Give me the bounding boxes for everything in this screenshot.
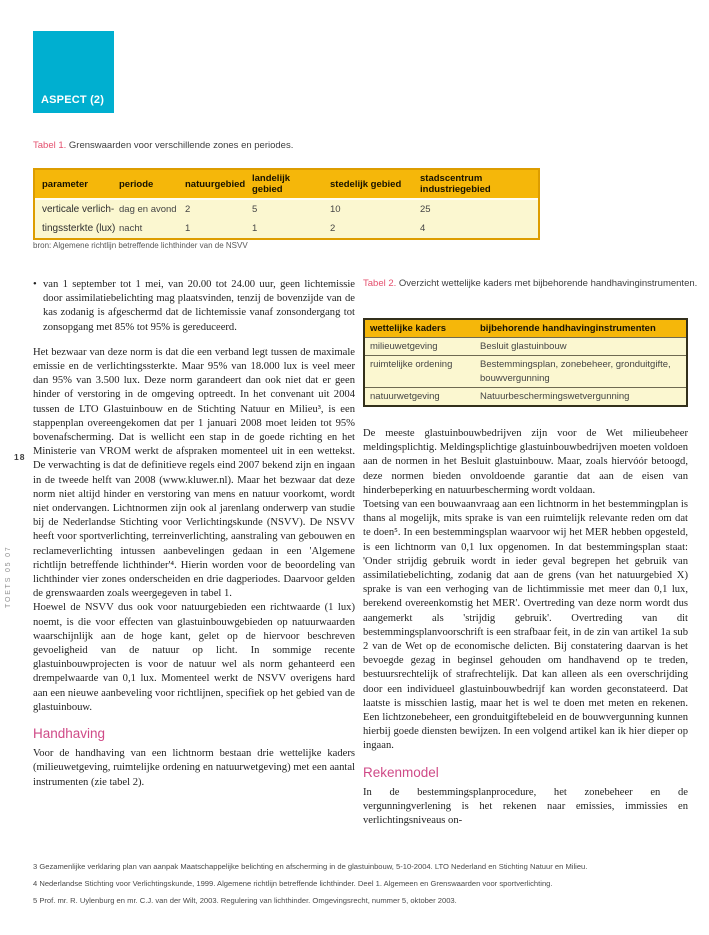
table1-header-landelijk: landelijk gebied [245,170,323,200]
table1-cell: 1 [252,223,258,234]
heading-handhaving: Handhaving [33,726,106,742]
table2-caption-prefix: Tabel 2. [363,278,397,289]
footnote: 5 Prof. mr. R. Uylenburg en mr. C.J. van der Wilt, 2003. Regulering van lichthinder. Omgevingsrecht, nummer 5, oktober 2003. [33,896,457,905]
table1-header-natuurgebied: natuurgebied [178,170,245,200]
table1-caption-prefix: Tabel 1. [33,140,67,151]
table-grenswaarden [33,168,540,240]
spine-text: TOETS 05 07 [5,545,12,608]
paragraph: In de bestemmingsplanprocedure, het zonebeheer en de vergunningverlening is het rekenen naar emissies, immissies en verlichtingsniveaus on- [363,786,688,827]
table2-cell: milieuwetgeving [365,337,475,355]
table1-cell: dag en avond [119,204,177,215]
table1-parameter-cell [35,200,116,238]
table1-header-parameter: parameter [35,170,112,200]
table1-caption [33,139,501,152]
table1-parameter-line1: verticale verlich- [42,204,115,215]
table1-header-stedelijk: stedelijk gebied [323,170,413,200]
paragraph: De meeste glastuinbouwbedrijven zijn voor de Wet milieubeheer meldingsplichtig. Meldingsplichtige glastuinbouwbedrijven moeten voldoen aan de normen in het Besluit glastuinbouw. Maar, zoals hiervóór betoogd, deze normen bieden onvoldoende garantie dat aan de eisen van hinderbeperking en natuurbescherming wordt voldaan. [363,428,688,496]
table2-cell: natuurwetgeving [365,387,475,405]
table1-cell: 2 [185,204,191,215]
heading-rekenmodel: Rekenmodel [363,764,439,780]
table1-caption-text: Grenswaarden voor verschillende zones en periodes. [68,140,294,151]
paragraph: Het bezwaar van deze norm is dat die een verband legt tussen de maximale emissie en de verlichtingssterkte. Maar 95% van 18.000 lux is veel meer dan 95% van 3.500 lux. Deze norm garandeert dan ook niet dat er geen hinder of verstoring in de omgeving optreedt. In het convenant uit 2004 tussen de LTO Glastuinbouw en de Stichting Natuur en Milieu³, is een stappenplan overeengekomen dat per 1 januari 2008 moet leiden tot 95% bovenafscherming. Dat is wellicht een stap in de goede richting en het Ministerie van VROM werkt de afspraken momenteel uit in een wettekst. De verwachting is dat de definitieve regels eind 2007 bekend zijn en ingaan in de tweede helft van 2008 (www.kluwer.nl). Maar het bezwaar dat deze norm niet altijd hinder en verstoring van mens en natuur voorkomt, wordt niet ondervangen. Lichtnormen zijn ook al jarenlang onderwerp van studie bij de Nederlandse Stichting voor Verlichtingskunde (NSVV). De NSVV heeft voor sportverlichting, terreinverlichting, aanstraling van gebouwen en reclameverlichting intussen aanbevelingen gedaan in een 'Algemene richtlijn betreffende lichthinder'⁴. Hierin worden voor de beoordeling van lichthinder vier zones onderscheiden en drie dagperiodes. Daarvoor gelden de grenswaarden zoals weergegeven in tabel 1. [33,346,355,600]
table1-cell: 4 [420,223,426,234]
table1-cell: 2 [330,223,336,234]
aspect-label: ASPECT (2) [41,94,105,106]
bullet-icon: • [33,279,37,290]
table2-caption [363,277,701,290]
table2-header-kaders: wettelijke kaders [365,320,475,337]
table1-header-stadscentrum: stadscentrum industriegebied [413,170,538,200]
table1-source: bron: Algemene richtlijn betreffende lichthinder van de NSVV [33,241,248,250]
table2-cell: ruimtelijke ordening [365,355,475,387]
table2-cell: Natuurbeschermingswetvergunning [475,387,686,405]
footnote: 3 Gezamenlijke verklaring plan van aanpak Maatschappelijke belichting en afscherming in de glastuinbouw, 5-10-2004. LTO Nederland en Stichting Natuur en Milieu. [33,862,588,871]
bullet-text: van 1 september tot 1 mei, van 20.00 tot 24.00 uur, geen lichtemissie door assimilatiebelichting mag plaatsvinden, tenzij de bovenzijde van de kas zodanig is afgeschermd dat de lichtemissie vanaf zonsondergang tot zonsopgang met 85% tot 95% is gereduceerd. [43,279,355,333]
table2-caption-text: Overzicht wettelijke kaders met bijbehorende handhavinginstrumenten. [398,278,698,289]
table1-cell: 1 [185,223,191,234]
paragraph: Voor de handhaving van een lichtnorm bestaan drie wettelijke kaders (milieuwetgeving, ruimtelijke ordening en natuurwetgeving) met een aantal instrumenten (zie tabel 2). [33,748,355,788]
table2-header-instrumenten: bijbehorende handhavinginstrumenten [475,320,686,337]
left-column [33,278,355,790]
paragraph: Toetsing van een bouwaanvraag aan een lichtnorm in het bestemmingplan is thans al mogelijk, mits sprake is van een ruimtelijk relevante reden om dat te doen⁵. In een bestemmingsplan waarvoor wij het MER hebben opgesteld, is een lichtnorm van 0,1 lux opgenomen. In dat bestemmingsplan staat: 'Onder strijdig gebruik wordt in ieder geval begrepen het gebruik van assimilatiebelichting, zodanig dat aan de grens (van het natuurgebied X) sprake is van een verhoging van de lichtimmissie met meer dan 0,1 lux, berekend overeenkomstig het MER'. Overtreding van deze norm wordt dus aangemerkt als 'strijdig gebruik'. Overtreding van dit bestemmingsplanvoorschrift is een strafbaar feit, in de zin van artikel 1a sub 2 van de Wet op de economische delicten. Bij constatering daarvan is het bevoegde gezag in beginsel gehouden om handhavend op te treden, bestuursrechtelijk of strafrechtelijk. Dat kan alleen als een overschrijding door een individueel glastuinbouwbedrijf kan worden geconstateerd. Dat laatste is misschien lastig, maar het is wel te doen met meten en rekenen. Een lichtzonebeheer, een gronduitgiftebeleid en de bouwvergunning kunnen hierbij goede diensten bewijzen. In een volgend artikel kan ik hier dieper op ingaan. [363,499,688,752]
footnote: 4 Nederlandse Stichting voor Verlichtingskunde, 1999. Algemene richtlijn betreffende lichthinder. Deel 1. Algemeen en Grenswaarden voor sportverlichting. [33,879,553,888]
aspect-brand-box [33,31,114,113]
table1-cell: nacht [119,223,143,234]
table2-cell: Besluit glastuinbouw [475,337,686,355]
table1-cell: 25 [420,204,431,215]
footnotes [33,858,693,909]
table2-cell: Bestemmingsplan, zonebeheer, gronduitgifte, bouwvergunning [475,355,686,387]
bullet-paragraph [33,278,355,335]
table1-header-periode: periode [112,170,178,200]
table-wettelijke-kaders [363,318,688,407]
table1-cell: 10 [330,204,341,215]
paragraph: Hoewel de NSVV dus ook voor natuurgebieden een richtwaarde (1 lux) noemt, is die voor effecten van glastuinbouwgebieden op natuurwaarden waarschijnlijk aan de hoge kant, gelet op de hiervoor beschreven gevoeligheid van de natuur op licht. In sommige recente glastuinbouwprojecten is voor de natuur wel als norm gehanteerd een drempelwaarde van 0,1 lux. Momenteel werkt de NSVV overigens hard aan een nieuwe aanbeveling voor richtlijnen, specifiek op het gebied van de glastuinbouw. [33,602,355,713]
right-column [363,427,688,828]
page-number: 18 [14,452,26,462]
table1-cell: 5 [252,204,258,215]
table1-parameter-line2: tingssterkte (lux) [42,223,116,234]
